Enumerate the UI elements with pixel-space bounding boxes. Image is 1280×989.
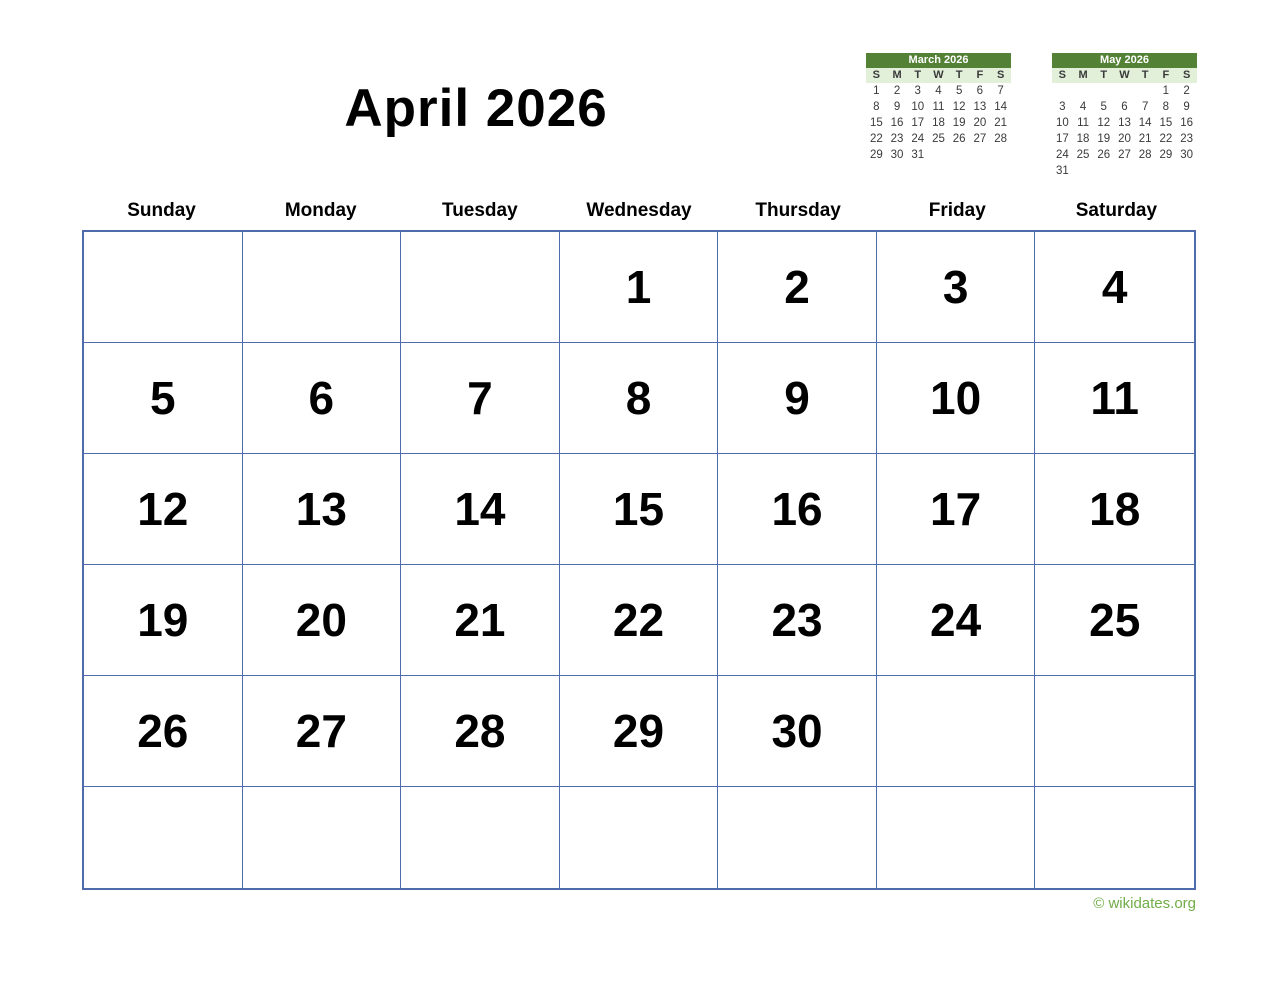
mini-day-3: 3 bbox=[1059, 101, 1066, 113]
day-number: 10 bbox=[930, 372, 982, 424]
mini-day-12: 12 bbox=[952, 101, 966, 113]
mini-day-7: 7 bbox=[1141, 101, 1149, 113]
mini-weekday-label: F bbox=[970, 68, 991, 83]
day-number: 19 bbox=[137, 594, 189, 646]
mini-day-13: 13 bbox=[973, 101, 987, 113]
day-number: 28 bbox=[454, 705, 506, 757]
mini-day-20: 20 bbox=[973, 117, 987, 129]
mini-day-17: 17 bbox=[911, 117, 925, 129]
mini-weekday-label: T bbox=[949, 68, 970, 83]
day-cell-empty bbox=[718, 787, 877, 888]
mini-day-29: 29 bbox=[1159, 149, 1173, 161]
weekday-header-tuesday: Tuesday bbox=[442, 200, 518, 221]
day-number: 1 bbox=[625, 261, 652, 313]
mini-day-empty bbox=[1052, 83, 1073, 99]
day-cell-28 bbox=[401, 676, 560, 787]
mini-day-empty bbox=[970, 147, 991, 163]
mini-weekday-label: T bbox=[1135, 68, 1156, 83]
weekday-header-friday: Friday bbox=[928, 200, 986, 221]
mini-day-29: 29 bbox=[869, 149, 883, 161]
mini-day-2: 2 bbox=[893, 85, 901, 97]
mini-day-11: 11 bbox=[1077, 117, 1090, 129]
mini-day-empty bbox=[1135, 83, 1156, 99]
day-number: 14 bbox=[454, 483, 506, 535]
day-cell-14 bbox=[401, 454, 560, 565]
day-cell-18 bbox=[1035, 454, 1194, 565]
day-number: 24 bbox=[930, 594, 982, 646]
mini-day-21: 21 bbox=[994, 117, 1007, 129]
mini-day-20: 20 bbox=[1118, 133, 1131, 145]
mini-day-6: 6 bbox=[976, 85, 984, 97]
mini-day-empty bbox=[990, 147, 1011, 163]
mini-day-2: 2 bbox=[1183, 85, 1190, 97]
weekday-header-sunday: Sunday bbox=[127, 200, 196, 221]
mini-day-7: 7 bbox=[997, 85, 1004, 97]
mini-day-3: 3 bbox=[914, 85, 921, 97]
day-number: 21 bbox=[454, 594, 506, 646]
day-cell-15 bbox=[560, 454, 719, 565]
mini-day-9: 9 bbox=[1183, 101, 1190, 113]
mini-weekday-label: M bbox=[1073, 68, 1094, 83]
mini-calendar-may[interactable] bbox=[1052, 53, 1197, 179]
mini-day-5: 5 bbox=[955, 85, 963, 97]
weekday-header-thursday: Thursday bbox=[755, 200, 841, 221]
day-cell-empty bbox=[560, 787, 719, 888]
mini-day-4: 4 bbox=[935, 85, 942, 97]
mini-day-15: 15 bbox=[869, 117, 883, 129]
mini-day-27: 27 bbox=[973, 133, 987, 145]
mini-day-16: 16 bbox=[1180, 117, 1193, 129]
day-number: 16 bbox=[771, 483, 823, 535]
weekday-header-monday: Monday bbox=[284, 200, 357, 221]
mini-day-25: 25 bbox=[1076, 149, 1090, 161]
mini-day-empty bbox=[1135, 163, 1156, 179]
day-cell-10 bbox=[877, 343, 1036, 454]
mini-day-12: 12 bbox=[1097, 117, 1111, 129]
mini-day-empty bbox=[1156, 163, 1177, 179]
mini-day-23: 23 bbox=[1180, 133, 1193, 145]
day-cell-19 bbox=[84, 565, 243, 676]
mini-day-31: 31 bbox=[1055, 165, 1069, 177]
mini-weekday-label: T bbox=[1093, 68, 1114, 83]
day-cell-25 bbox=[1035, 565, 1194, 676]
day-number: 4 bbox=[1101, 261, 1128, 313]
mini-weekday-label: M bbox=[887, 68, 908, 83]
mini-day-9: 9 bbox=[893, 101, 901, 113]
mini-day-28: 28 bbox=[1138, 149, 1152, 161]
mini-calendar-title: March 2026 bbox=[866, 53, 1011, 68]
mini-weekday-label: T bbox=[907, 68, 928, 83]
mini-day-26: 26 bbox=[952, 133, 966, 145]
day-cell-3 bbox=[877, 232, 1036, 343]
mini-day-26: 26 bbox=[1097, 149, 1111, 161]
day-number: 27 bbox=[295, 705, 347, 757]
day-number: 6 bbox=[308, 372, 335, 424]
day-number: 15 bbox=[612, 483, 665, 535]
day-number: 30 bbox=[771, 705, 823, 757]
day-number: 8 bbox=[625, 372, 652, 424]
mini-day-5: 5 bbox=[1100, 101, 1107, 113]
day-cell-12 bbox=[84, 454, 243, 565]
page-title: April 2026 bbox=[344, 79, 608, 138]
mini-weekday-label: S bbox=[990, 68, 1011, 83]
mini-day-13: 13 bbox=[1118, 117, 1131, 129]
mini-day-8: 8 bbox=[1162, 101, 1170, 113]
day-cell-13 bbox=[243, 454, 402, 565]
day-cell-empty bbox=[401, 787, 560, 888]
day-cell-22 bbox=[560, 565, 719, 676]
day-number: 12 bbox=[137, 483, 189, 535]
mini-weekday-label: F bbox=[1156, 68, 1177, 83]
mini-day-27: 27 bbox=[1118, 149, 1131, 161]
mini-day-empty bbox=[1073, 83, 1094, 99]
day-cell-23 bbox=[718, 565, 877, 676]
mini-day-14: 14 bbox=[994, 101, 1007, 113]
day-cell-empty bbox=[877, 787, 1036, 888]
mini-day-6: 6 bbox=[1121, 101, 1128, 113]
day-cell-29 bbox=[560, 676, 719, 787]
mini-day-empty bbox=[1073, 163, 1094, 179]
day-cell-empty bbox=[1035, 787, 1194, 888]
day-cell-17 bbox=[877, 454, 1036, 565]
day-cell-7 bbox=[401, 343, 560, 454]
mini-day-17: 17 bbox=[1055, 133, 1069, 145]
mini-weekday-label: W bbox=[928, 68, 949, 83]
day-cell-empty bbox=[401, 232, 560, 343]
mini-day-empty bbox=[928, 147, 949, 163]
mini-weekday-label: S bbox=[866, 68, 887, 83]
mini-day-empty bbox=[1114, 163, 1135, 179]
day-cell-5 bbox=[84, 343, 243, 454]
day-number: 22 bbox=[612, 594, 665, 646]
mini-day-empty bbox=[1176, 163, 1197, 179]
day-cell-8 bbox=[560, 343, 719, 454]
day-cell-20 bbox=[243, 565, 402, 676]
mini-day-21: 21 bbox=[1138, 133, 1152, 145]
mini-day-empty bbox=[1093, 163, 1114, 179]
day-cell-1 bbox=[560, 232, 719, 343]
day-cell-empty bbox=[243, 232, 402, 343]
day-number: 13 bbox=[295, 483, 347, 535]
copyright: © wikidates.org bbox=[1093, 895, 1196, 912]
day-number: 29 bbox=[612, 705, 665, 757]
day-number: 7 bbox=[467, 372, 493, 424]
day-cell-empty bbox=[877, 676, 1036, 787]
mini-weekday-label: S bbox=[1176, 68, 1197, 83]
day-cell-empty bbox=[243, 787, 402, 888]
day-cell-27 bbox=[243, 676, 402, 787]
day-number: 26 bbox=[137, 705, 189, 757]
mini-day-31: 31 bbox=[911, 149, 925, 161]
mini-day-empty bbox=[1093, 83, 1114, 99]
mini-weekday-label: S bbox=[1052, 68, 1073, 83]
mini-day-8: 8 bbox=[873, 101, 880, 113]
day-cell-26 bbox=[84, 676, 243, 787]
day-cell-6 bbox=[243, 343, 402, 454]
mini-day-14: 14 bbox=[1138, 117, 1152, 129]
day-cell-30 bbox=[718, 676, 877, 787]
mini-day-16: 16 bbox=[890, 117, 904, 129]
day-cell-11 bbox=[1035, 343, 1194, 454]
day-number: 18 bbox=[1089, 483, 1141, 535]
weekday-header-wednesday: Wednesday bbox=[586, 200, 692, 221]
mini-day-18: 18 bbox=[1076, 133, 1090, 145]
mini-day-30: 30 bbox=[890, 149, 904, 161]
day-cell-24 bbox=[877, 565, 1036, 676]
day-cell-empty bbox=[1035, 676, 1194, 787]
mini-day-1: 1 bbox=[1162, 85, 1170, 97]
mini-day-empty bbox=[1114, 83, 1135, 99]
mini-day-30: 30 bbox=[1180, 149, 1193, 161]
mini-day-24: 24 bbox=[1055, 149, 1069, 161]
mini-day-18: 18 bbox=[932, 117, 945, 129]
day-number: 9 bbox=[784, 372, 810, 424]
day-cell-empty bbox=[84, 787, 243, 888]
mini-day-10: 10 bbox=[1055, 117, 1069, 129]
calendar-grid bbox=[82, 230, 1196, 890]
weekday-header-saturday: Saturday bbox=[1075, 200, 1158, 221]
mini-day-10: 10 bbox=[911, 101, 925, 113]
day-number: 20 bbox=[295, 594, 347, 646]
day-number: 17 bbox=[930, 483, 982, 535]
day-number: 23 bbox=[771, 594, 823, 646]
day-number: 5 bbox=[149, 372, 176, 424]
mini-day-11: 11 bbox=[932, 101, 945, 113]
mini-day-4: 4 bbox=[1079, 101, 1087, 113]
day-cell-2 bbox=[718, 232, 877, 343]
day-cell-16 bbox=[718, 454, 877, 565]
mini-day-15: 15 bbox=[1159, 117, 1173, 129]
mini-day-19: 19 bbox=[1097, 133, 1111, 145]
mini-day-19: 19 bbox=[952, 117, 966, 129]
mini-day-25: 25 bbox=[932, 133, 945, 145]
day-cell-21 bbox=[401, 565, 560, 676]
day-number: 3 bbox=[942, 261, 969, 313]
day-cell-9 bbox=[718, 343, 877, 454]
mini-day-24: 24 bbox=[911, 133, 925, 145]
mini-day-22: 22 bbox=[869, 133, 883, 145]
mini-day-1: 1 bbox=[873, 85, 880, 97]
mini-day-empty bbox=[949, 147, 970, 163]
day-number: 25 bbox=[1089, 594, 1141, 646]
mini-weekday-label: W bbox=[1114, 68, 1135, 83]
day-cell-empty bbox=[84, 232, 243, 343]
mini-day-28: 28 bbox=[994, 133, 1007, 145]
mini-calendar-march[interactable] bbox=[866, 53, 1011, 163]
mini-day-22: 22 bbox=[1159, 133, 1173, 145]
mini-calendar-title: May 2026 bbox=[1052, 53, 1197, 68]
day-cell-4 bbox=[1035, 232, 1194, 343]
day-number: 2 bbox=[784, 261, 810, 313]
weekday-header-row bbox=[82, 200, 1196, 222]
day-number: 11 bbox=[1090, 372, 1140, 424]
mini-day-23: 23 bbox=[890, 133, 904, 145]
